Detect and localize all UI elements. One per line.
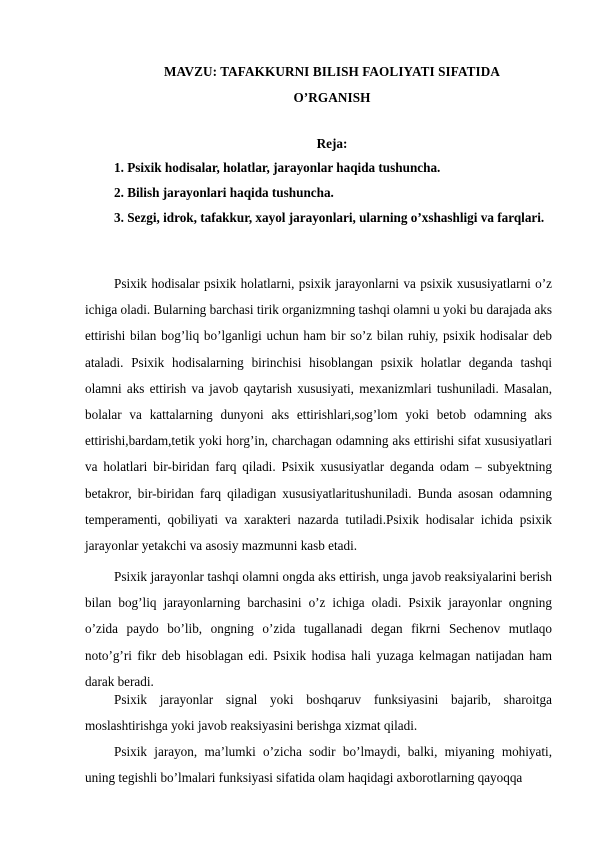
plan-item-1: 1. Psixik hodisalar, holatlar, jarayonlar haqida tushuncha.	[114, 160, 441, 175]
paragraph-3: Psixik jarayonlar signal yoki boshqaruv funksiyasini bajarib, sharoitga moslashtirishga yoki javob reaksiyasini berishga xizmat qiladi.	[85, 692, 552, 734]
plan-heading: Reja:	[316, 136, 348, 151]
plan-item-3: 3. Sezgi, idrok, tafakkur, xayol jarayonlari, ularning o’xshashligi va farqlari.	[114, 210, 545, 225]
paragraph-2: Psixik jarayonlar tashqi olamni ongda aks ettirish, unga javob reaksiyalarini berish bilan bog’liq jarayonlarning barchasini o’z ichiga oladi. Psixik jarayonlar ongning o’zida paydo bo’lib, ongning o’zida tugallanadi degan fikrni Sechenov mutlaqo noto’g’ri fikr deb hisoblagan edi. Psixik hodisa hali yuzaga kelmagan natijadan ham darak beradi.	[85, 569, 552, 689]
paragraph-1: Psixik hodisalar psixik holatlarni, psixik jarayonlarni va psixik xususiyatlarni o’z ichiga oladi. Bularning barchasi tirik organizmning tashqi olamni u yoki bu darajada aks ettirishi bilan bog’liq bo’lganligi uchun ham bir so’z bilan ruhiy, psixik hodisalar deb ataladi. Psixik hodisalarning birinchisi hisoblangan psixik holatlar deganda tashqi olamni aks ettirish va javob qaytarish xususiyati, mexanizmlari tushuniladi. Masalan, bolalar va kattalarning dunyoni aks ettirishlari,sog’lom yoki betob odamning aks ettirishi,bardam,tetik yoki horg’in, charchagan odamning aks ettirishi sifat xususiyatlari va holatlari bir-biridan farq qiladi. Psixik xususiyatlar deganda odam – subyektning betakror, bir-biridan farq qiladigan xususiyatlaritushuniladi. Bunda asosan odamning temperamenti, qobiliyati va xarakteri nazarda tutiladi.Psixik hodisalar ichida psixik jarayonlar yetakchi va asosiy mazmunni kasb etadi.	[85, 276, 552, 554]
paragraph-4: Psixik jarayon, ma’lumki o’zicha sodir bo’lmaydi, balki, miyaning mohiyati, uning tegishli bo’lmalari funksiyasi sifatida olam haqidagi axborotlarning qayoqqa	[85, 744, 552, 786]
document-title-line1: MAVZU: TAFAKKURNI BILISH FAOLIYATI SIFATIDA	[164, 64, 500, 79]
document-title-line2: O’RGANISH	[293, 90, 371, 105]
plan-item-2: 2. Bilish jarayonlari haqida tushuncha.	[114, 185, 334, 200]
